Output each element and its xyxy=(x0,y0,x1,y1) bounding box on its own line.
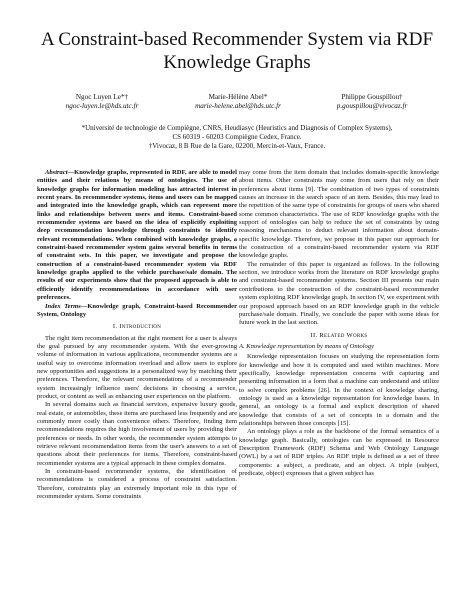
paragraph: Knowledge representation focuses on studying the representation form for knowledge and how it is computed and used within machines. More specifically, knowledge representation concerns with capturing and presenting information in a form that a machine can understand and utilize to solve complex problems [26]. In the context of knowledge sharing, ontology is used as a knowledge representation for knowledge bases. In general, an ontology is a formal and explicit description of shared knowledge that consists of a set of concepts in a domain and the relationships between those concepts [15]. xyxy=(239,353,439,427)
title-line-2: Knowledge Graphs xyxy=(163,52,311,73)
right-column xyxy=(239,169,439,478)
author-2 xyxy=(178,93,298,111)
subsection-heading: A. Knowledge representation by means of Ontology xyxy=(239,342,374,350)
abstract-lead: Abstract xyxy=(45,169,68,176)
section-heading-related-works: II. Related Works xyxy=(310,331,368,339)
author-name: Marie-Hélène Abel* xyxy=(208,93,268,101)
paragraph: may come from the item domain that includes domain-specific knowledge about items. Other constraints may come from users that rely on their preferences about items [9]. The combination of two types of constraints causes an increase in the search space of an item. Besides, this may lead to the repetition of the same type of constraints for groups of users who shared some common characteristics. The use of RDF knowledge graphs with the support of ontologies can help to reduce the set of constraints by using reasoning mechanisms to deduct relevant information about domain-specific knowledge. Therefore, we propose in this paper our approach for the construction of a constraint-based recommender system via RDF knowledge graphs. xyxy=(239,169,439,260)
index-terms-lead: Index Terms xyxy=(45,302,81,310)
paragraph: An ontology plays a role as the backbone of the formal semantics of a knowledge graph. Basically, ontologies can be expressed in Resource Description Framework (RDF) Schema and Web Ontology Language (OWL) by a set of RDF triples. An RDF triple is defined as a set of three components: a subject, a predicate, and an object. A triple (subject, predicate, object) expresses that a given subject has xyxy=(239,428,439,478)
author-email: p.gouspillou@vivocaz.fr xyxy=(336,102,408,110)
affiliations xyxy=(30,124,444,151)
author-email: ngoc-luyen.le@hds.utc.fr xyxy=(65,102,139,110)
title-line-1: A Constraint-based Recommender System via RDF xyxy=(40,29,434,50)
left-column xyxy=(37,169,237,501)
index-terms xyxy=(37,303,237,320)
paper-title xyxy=(20,28,454,74)
paragraph: The right item recommendation at the right moment for a user is always the goal pursued by any recommender system. With the ever-growing volume of information in various applications, recommender systems are a useful way to overcome information overload and allow users to explore new opportunities and suggestions in a personalized way by matching their preferences. Therefore, the relevant recommendations of a recommender system increasingly influence users' decisions in choosing a service, product, or content as well as enhancing user experiences on the platform. xyxy=(37,334,237,400)
author-1 xyxy=(42,93,162,111)
paragraph: In several domains such as financial services, expensive luxury goods, real estate, or automobiles, these items are purchased less frequently and are commonly more costly than convenience others. Therefore, finding item recommendations requires the high involvement of users by providing their preferences or needs. In other words, the recommender system attempts to retrieve relevant recommendation items from the user's answers to a set of questions about their preferences for items. Therefore, constraint-based recommender systems are a typical approach in these complex domains. xyxy=(37,401,237,467)
affiliation-line: †Vivocaz, 8 B Rue de la Gare, 02200, Mercin-et-Vaux, France. xyxy=(148,142,326,150)
paragraph: In constraint-based recommender systems, the identification of recommendations is considered a process of constraint satisfaction. Therefore, constraints play an extremely important role in this type of recommender system. Some constraints xyxy=(37,468,237,501)
affiliation-line: CS 60319 - 60203 Compiègne Cedex, France. xyxy=(172,133,302,141)
paragraph: The remainder of this paper is organized as follows. In the following section, we introduce works from the literature on RDF knowledge graphs and constraint-based recommender systems. Section III presents our main contributions to the construction of the constraint-based recommender system exploiting RDF knowledge graph. In section IV, we experiment with our proposed approach based on an RDF knowledge graph in the vehicle purchase/sale domain. Finally, we conclude the paper with some ideas for future work in the last section. xyxy=(239,260,439,327)
index-terms-text: —Knowledge graph, Constraint-based Recommender System, Ontology xyxy=(37,302,237,318)
author-name: Philippe Gouspillou† xyxy=(341,93,403,101)
abstract xyxy=(37,169,237,303)
author-3 xyxy=(312,93,432,111)
section-heading-introduction: I. Introduction xyxy=(112,323,162,331)
abstract-text: —Knowledge graphs, represented in RDF, are able to model entities and their relations by means of ontologies. The use of knowledge graphs for information modeling has attracted interest in recent years. In recommender systems, items and users can be mapped and integrated into the knowledge graph, which can represent more links and relationships between users and items. Constraint-based recommender systems are based on the idea of explicitly exploiting deep recommendation knowledge through constraints to identify relevant recommendations. When combined with knowledge graphs, a constraint-based recommender system gains several benefits in terms of constraint sets. In this paper, we investigate and propose the construction of a constraint-based recommender system via RDF knowledge graphs applied to the vehicle purchase/sale domain. The results of our experiments show that the proposed approach is able to efficiently identify recommendations in accordance with user preferences. xyxy=(37,169,237,302)
author-email: marie-helene.abel@hds.utc.fr xyxy=(195,102,281,110)
author-name: Ngoc Luyen Le*† xyxy=(75,93,129,101)
affiliation-line: *Université de technologie de Compiègne, CNRS, Heudiasyc (Heuristics and Diagnosis of Complex Systems), xyxy=(81,124,393,132)
